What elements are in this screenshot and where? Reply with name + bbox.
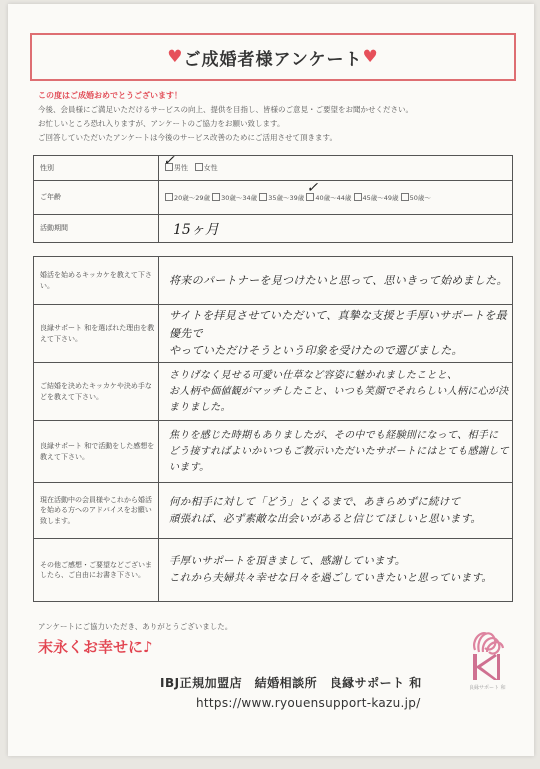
- website-url[interactable]: https://www.ryouensupport-kazu.jp/: [196, 696, 421, 710]
- answer-cell[interactable]: [159, 257, 513, 305]
- survey-sheet: [8, 4, 534, 756]
- intro-line: お忙しいところ恐れ入りますが、アンケートのご協力をお願い致します。: [38, 119, 285, 128]
- answer-line: どう接すればよいかいつもご教示いただいたサポートにはとても感謝しています。: [169, 445, 509, 473]
- age-option[interactable]: 40歳～44歳 ✓: [306, 180, 352, 202]
- brand-logo: [461, 622, 521, 694]
- intro-line: ご回答していただいたアンケートは今後のサービス改善のためにご活用させて頂きます。: [38, 133, 337, 142]
- question-label: 良縁サポート 和で活動をした感想を教えて下さい。: [34, 421, 159, 483]
- answer-cell[interactable]: [159, 421, 513, 483]
- questions-table: [33, 256, 513, 602]
- answer-line: やっていただけそうという印象を受けたので選びました。: [169, 344, 463, 358]
- check-mark: ✓: [163, 153, 175, 169]
- answer-cell[interactable]: [159, 305, 513, 363]
- answer-line: サイトを拝見させていただいて、真摯な支援と手厚いサポートを最優先で: [169, 309, 508, 340]
- age-options: [159, 181, 513, 215]
- gender-options: [159, 153, 513, 181]
- office-name: IBJ正規加盟店 結婚相談所 良縁サポート 和: [160, 676, 422, 690]
- thanks-text: アンケートにご協力いただき、ありがとうございました。: [38, 622, 233, 631]
- gender-label: 性別: [34, 156, 159, 181]
- intro-line: 今後、会員様にご満足いただけるサービスの向上、提供を目指し、皆様のご意見・ご要望をお聞かせください。: [38, 105, 413, 114]
- answer-cell[interactable]: [159, 363, 513, 421]
- congrats-text: この度はご成婚おめでとうございます！: [38, 91, 182, 100]
- answer-line: これから夫婦共々幸せな日々を過ごしていきたいと思っています。: [169, 572, 493, 584]
- age-option[interactable]: 45歳～49歳: [354, 194, 399, 202]
- question-label: ご結婚を決めたキッカケや決め手などを教えて下さい。: [34, 363, 159, 421]
- wish-text: 末永くお幸せに♪: [38, 638, 153, 656]
- question-label: その他ご感想・ご要望などございましたら、ご自由にお書き下さい。: [34, 539, 159, 602]
- question-row: [34, 483, 513, 539]
- age-label: ご年齢: [34, 181, 159, 215]
- period-label: 活動期間: [34, 215, 159, 243]
- heart-icon: ♥: [362, 47, 379, 67]
- check-mark: ✓: [306, 180, 319, 196]
- question-label: 婚活を始めるキッカケを教えて下さい。: [34, 257, 159, 305]
- question-row: [34, 305, 513, 363]
- age-option[interactable]: 20歳～29歳: [165, 194, 210, 202]
- question-label: 現在活動中の会員様やこれから婚活を始める方へのアドバイスをお願い致します。: [34, 483, 159, 539]
- gender-option-male[interactable]: 男性 ✓: [163, 153, 188, 172]
- page-title: ご成婚者様アンケート: [183, 49, 363, 70]
- period-answer[interactable]: 15ヶ月: [159, 215, 513, 243]
- answer-cell[interactable]: [159, 539, 513, 602]
- question-row: [34, 363, 513, 421]
- answer-line: 焦りを感じた時期もありましたが、その中でも経験則になって、相手に: [169, 429, 499, 441]
- heart-icon: ♥: [167, 47, 184, 67]
- age-option[interactable]: 30歳～34歳: [212, 194, 257, 202]
- title-box: [30, 33, 516, 81]
- answer-line: 将来のパートナーを見つけたいと思って、思いきって始めました。: [169, 273, 508, 287]
- profile-table: [33, 155, 513, 243]
- answer-line: 手厚いサポートを頂きまして、感謝しています。: [169, 555, 406, 568]
- question-label: 良縁サポート 和を選ばれた理由を教えて下さい。: [34, 305, 159, 363]
- answer-line: 何か相手に対して「どう」とくるまで、あきらめずに続けて: [169, 495, 461, 508]
- question-row: [34, 539, 513, 602]
- logo-caption: 良縁サポート 和: [469, 685, 506, 691]
- age-option[interactable]: 50歳～: [401, 194, 431, 202]
- answer-line: さりげなく見せる可愛い仕草など容姿に魅かれましたことと、: [169, 369, 458, 381]
- question-row: [34, 257, 513, 305]
- question-row: [34, 421, 513, 483]
- answer-cell[interactable]: [159, 483, 513, 539]
- gender-option-female[interactable]: 女性: [195, 164, 218, 172]
- age-option[interactable]: 35歳～39歳: [259, 194, 304, 202]
- answer-line: お人柄や価値観がマッチしたこと、いつも笑顔でそれらしい人柄に心が決まりました。: [169, 385, 509, 413]
- answer-line: 頑張れば、必ず素敵な出会いがあると信じてほしいと思います。: [169, 512, 482, 525]
